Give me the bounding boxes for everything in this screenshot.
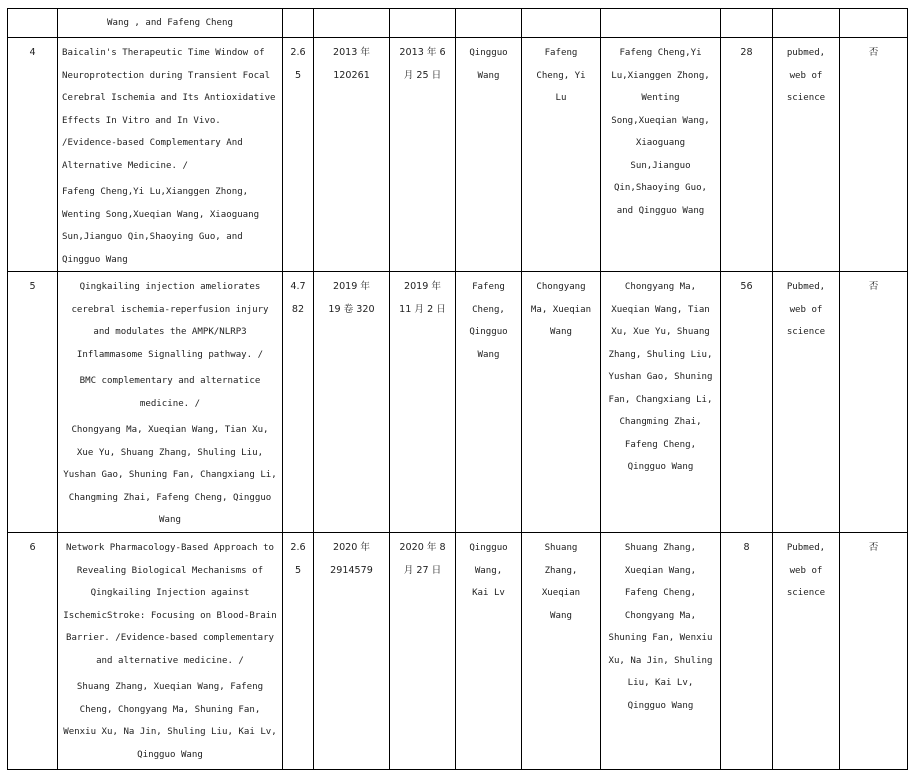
cell-all-authors-line: and Qingguo Wang [616, 205, 705, 216]
author-line: Wenting Song,Xueqian Wang, Xiaoguang [62, 209, 260, 220]
cell-impact-factor-line: 5 [294, 69, 302, 81]
cell-first-author-block [522, 38, 600, 110]
cell-empty [314, 9, 390, 38]
cell-citations-line: 8 [743, 542, 750, 553]
row-number: 6 [29, 542, 36, 553]
cell-first-author-line: Lu [555, 93, 567, 103]
cell-flag-block [840, 38, 907, 65]
cell-impact-factor [283, 533, 314, 770]
cell-impact-factor-line: 5 [294, 564, 302, 576]
cell-all-authors-line: Chongyang Ma, [624, 610, 697, 621]
cell-citations-block [721, 38, 772, 65]
cell-no-block [8, 38, 57, 65]
cell-corresponding-author-line: Wang [477, 349, 500, 360]
cell-flag-line: 否 [868, 542, 879, 553]
cell-no-block [8, 272, 57, 299]
cell-all-authors-line: Changming Zhai, [619, 417, 702, 427]
cell-citations-block [721, 272, 772, 299]
publication-table [7, 8, 908, 770]
cell-first-author-line: Xueqian [541, 588, 581, 598]
cell-year-volume-block [314, 533, 389, 582]
author-line: Qingguo Wang [137, 749, 203, 760]
cell-flag-block [840, 533, 907, 560]
cell-all-authors-line: Yushan Gao, Shuning [608, 372, 713, 382]
cell-pub-date-block [390, 272, 455, 321]
cell-flag [840, 272, 908, 533]
cell-empty [840, 9, 908, 38]
title-line: Qingkailing Injection against [90, 588, 250, 598]
cell-all-authors-line: Fafeng Cheng,Yi [619, 48, 702, 58]
cell-year-volume-line: 120261 [333, 69, 370, 81]
author-line: Qingguo Wang [62, 254, 128, 265]
cell-corresponding-author-line: Qingguo [469, 543, 508, 553]
cell-first-author-line: Fafeng [544, 48, 578, 58]
cell-year-volume-line: 2019 年 [332, 281, 371, 292]
author-line: Changming Zhai, Fafeng Cheng, Qingguo [68, 492, 272, 503]
title-line: Cerebral Ischemia and Its Antioxidative [62, 93, 276, 103]
title-line: Neuroprotection during Transient Focal [62, 70, 271, 81]
cell-flag [840, 533, 908, 770]
cell-pub-date [390, 272, 456, 533]
title-line: Revealing Biological Mechanisms of [76, 565, 264, 576]
author-line: Cheng, Chongyang Ma, Shuning Fan, [79, 704, 261, 715]
cell-empty [522, 9, 601, 38]
cell-first-author-block [522, 533, 600, 627]
cell-corresponding-author-block [456, 533, 521, 605]
cell-corresponding-author-block [456, 272, 521, 366]
author-line: Shuang Zhang, Xueqian Wang, Fafeng [76, 682, 264, 692]
cell-database-line: science [786, 588, 826, 598]
cell-corresponding-author [456, 533, 522, 770]
cell-title-tail [58, 9, 283, 38]
cell-impact-factor-line: 2.6 [290, 47, 306, 58]
cell-year-volume [314, 272, 390, 533]
cell-impact-factor-line: 4.7 [290, 281, 306, 292]
cell-all-authors-line: Xueqian Wang, [624, 565, 697, 576]
cell-year-volume-line: 2020 年 [332, 542, 371, 553]
cell-citations-block [721, 533, 772, 560]
cell-all-authors-line: Xu, Na Jin, Shuling [608, 655, 713, 666]
cell-pub-date [390, 533, 456, 770]
table-row [8, 533, 908, 770]
cell-flag [840, 38, 908, 272]
cell-corresponding-author-line: Fafeng [472, 282, 505, 292]
cell-all-authors-line: Song,Xueqian Wang, [611, 115, 710, 126]
cell-year-volume-block [314, 272, 389, 321]
cell-citations-line: 56 [740, 281, 753, 292]
cell-impact-factor-line: 2.6 [290, 542, 306, 553]
title-line: Alternative Medicine. / [62, 160, 188, 171]
cell-first-author-block [522, 272, 600, 344]
cell-flag-block [840, 272, 907, 299]
cell-impact-factor-block [283, 272, 313, 321]
cell-corresponding-author-line: Kai Lv [472, 588, 505, 598]
cell-corresponding-author [456, 272, 522, 533]
cell-database-line: science [786, 327, 826, 337]
cell-corresponding-author-block [456, 38, 521, 87]
cell-database-line: web of [789, 70, 823, 81]
cell-first-author [522, 38, 601, 272]
cell-first-author-line: Cheng, Yi [536, 70, 586, 81]
cell-no [8, 9, 58, 38]
author-line: Fafeng Cheng,Yi Lu,Xianggen Zhong, [62, 187, 249, 197]
cell-pub-date-line: 2019 年 [403, 281, 442, 292]
cell-all-authors-line: Fafeng Cheng, [624, 588, 697, 598]
cell-database-line: science [786, 93, 826, 103]
cell-empty [773, 9, 840, 38]
cell-corresponding-author-line: Qingguo [469, 327, 508, 337]
cell-year-volume [314, 38, 390, 272]
cell-all-authors-line: Liu, Kai Lv, [627, 678, 694, 688]
cell-all-authors-block [601, 38, 720, 222]
title-line: Network Pharmacology-Based Approach to [65, 543, 275, 553]
cell-database-line: Pubmed, [786, 282, 826, 292]
table-row [8, 38, 908, 272]
cell-all-authors-block [601, 533, 720, 717]
cell-all-authors-line: Zhang, Shuling Liu, [608, 349, 713, 360]
cell-year-volume-line: 19 卷 320 [328, 303, 375, 315]
cell-no [8, 272, 58, 533]
cell-database-line: web of [789, 304, 823, 315]
author-line: Wang [159, 515, 181, 525]
cell-first-author [522, 272, 601, 533]
cell-all-authors-block [601, 272, 720, 479]
cell-corresponding-author-line: Qingguo [469, 48, 508, 58]
cell-corresponding-author-line: Wang [477, 70, 500, 81]
title-line: Barrier. /Evidence-based complementary [65, 633, 275, 643]
cell-pub-date-line: 月 25 日 [403, 69, 442, 81]
cell-pub-date-line: 11 月 2 日 [399, 303, 446, 315]
row-number: 4 [29, 47, 36, 58]
cell-first-author-line: Ma, Xueqian [530, 304, 592, 315]
cell-impact-factor [283, 38, 314, 272]
cell-title [58, 272, 283, 533]
cell-citations-line: 28 [740, 47, 753, 58]
cell-database [773, 38, 840, 272]
cell-all-authors-line: Lu,Xianggen Zhong, [611, 70, 710, 81]
cell-all-authors-line: Shuning Fan, Wenxiu [608, 633, 713, 643]
table-row-continued [8, 9, 908, 38]
author-line: Chongyang Ma, Xueqian Wang, Tian Xu, [71, 425, 269, 435]
cell-empty [283, 9, 314, 38]
cell-citations [721, 38, 773, 272]
row-number: 5 [29, 281, 36, 292]
title-line: IschemicStroke: Focusing on Blood-Brain [63, 610, 277, 621]
cell-first-author-line: Chongyang [536, 282, 586, 292]
table-row [8, 272, 908, 533]
author-line: Sun,Jianguo Qin,Shaoying Guo, and [62, 232, 243, 242]
title-line: cerebral ischemia-reperfusion injury [71, 304, 269, 315]
cell-pub-date-block [390, 533, 455, 582]
cell-all-authors-line: Wenting [641, 93, 680, 103]
cell-all-authors [601, 38, 721, 272]
cell-year-volume-line: 2013 年 [332, 47, 371, 58]
cell-title [58, 533, 283, 770]
cell-citations [721, 272, 773, 533]
cell-pub-date-line: 2020 年 8 [399, 542, 446, 553]
cell-empty [390, 9, 456, 38]
title-line: /Evidence-based Complementary And [62, 138, 243, 148]
cell-all-authors-line: Qingguo Wang [627, 462, 694, 472]
cell-database-line: Pubmed, [786, 543, 826, 553]
cell-first-author-line: Wang [550, 610, 572, 621]
cell-impact-factor-line: 82 [291, 303, 305, 315]
title-line: Effects In Vitro and In Vivo. [62, 115, 221, 126]
cell-year-volume-block [314, 38, 389, 87]
cell-database-line: pubmed, [786, 48, 826, 58]
title-line: Baicalin's Therapeutic Time Window of [62, 48, 265, 58]
cell-database [773, 272, 840, 533]
cell-all-authors [601, 272, 721, 533]
cell-pub-date-line: 月 27 日 [403, 564, 442, 576]
cell-empty [601, 9, 721, 38]
cell-no [8, 533, 58, 770]
cell-impact-factor-block [283, 533, 313, 582]
cell-database-block [773, 533, 839, 605]
cell-all-authors-line: Fafeng Cheng, [624, 439, 697, 450]
cell-impact-factor-block [283, 38, 313, 87]
cell-all-authors-line: Sun,Jianguo [630, 160, 691, 171]
cell-all-authors-line: Shuang Zhang, [624, 543, 697, 553]
cell-title [58, 38, 283, 272]
cell-database-block [773, 272, 839, 344]
cell-first-author-line: Zhang, [544, 565, 578, 576]
author-line: Yushan Gao, Shuning Fan, Changxiang Li, [63, 470, 277, 480]
cell-first-author-line: Wang [550, 327, 572, 337]
cell-all-authors-line: Fan, Changxiang Li, [608, 394, 713, 405]
cell-database-line: web of [789, 565, 823, 576]
title-line: Qingkailing injection ameliorates [79, 282, 261, 292]
cell-first-author-line: Shuang [544, 543, 578, 553]
cell-no [8, 38, 58, 272]
cell-year-volume [314, 533, 390, 770]
cell-corresponding-author-line: Cheng, [472, 304, 505, 315]
cell-citations [721, 533, 773, 770]
cell-flag-line: 否 [868, 47, 879, 58]
title-line: medicine. / [139, 398, 201, 409]
cell-impact-factor [283, 272, 314, 533]
cell-all-authors [601, 533, 721, 770]
cell-all-authors-line: Xu, Xue Yu, Shuang [611, 327, 710, 337]
cell-no-block [8, 533, 57, 560]
title-tail-text: Wang , and Fafeng Cheng [107, 18, 233, 28]
cell-corresponding-author-line: Wang, [474, 565, 503, 576]
cell-first-author [522, 533, 601, 770]
cell-all-authors-line: Xiaoguang [635, 138, 686, 148]
cell-year-volume-line: 2914579 [330, 564, 373, 576]
cell-pub-date-block [390, 38, 455, 87]
cell-flag-line: 否 [868, 281, 879, 292]
title-line: and alternative medicine. / [96, 655, 244, 666]
cell-database [773, 533, 840, 770]
cell-all-authors-line: Chongyang Ma, [624, 282, 697, 292]
cell-database-block [773, 38, 839, 110]
cell-pub-date-line: 2013 年 6 [399, 47, 446, 58]
author-line: Xue Yu, Shuang Zhang, Shuling Liu, [76, 447, 264, 458]
cell-all-authors-line: Qingguo Wang [627, 700, 694, 711]
title-line: BMC complementary and alternatice [79, 376, 261, 386]
title-block [58, 38, 282, 271]
cell-pub-date [390, 38, 456, 272]
cell-all-authors-line: Qin,Shaoying Guo, [613, 183, 708, 193]
cell-empty [456, 9, 522, 38]
cell-corresponding-author [456, 38, 522, 272]
title-block [58, 533, 282, 766]
title-line: and modulates the AMPK/NLRP3 [93, 327, 247, 337]
title-line: Inflammasome Signalling pathway. / [76, 349, 264, 360]
cell-all-authors-line: Xueqian Wang, Tian [611, 304, 710, 315]
cell-empty [721, 9, 773, 38]
title-block [58, 272, 282, 532]
author-line: Wenxiu Xu, Na Jin, Shuling Liu, Kai Lv, [63, 727, 277, 737]
